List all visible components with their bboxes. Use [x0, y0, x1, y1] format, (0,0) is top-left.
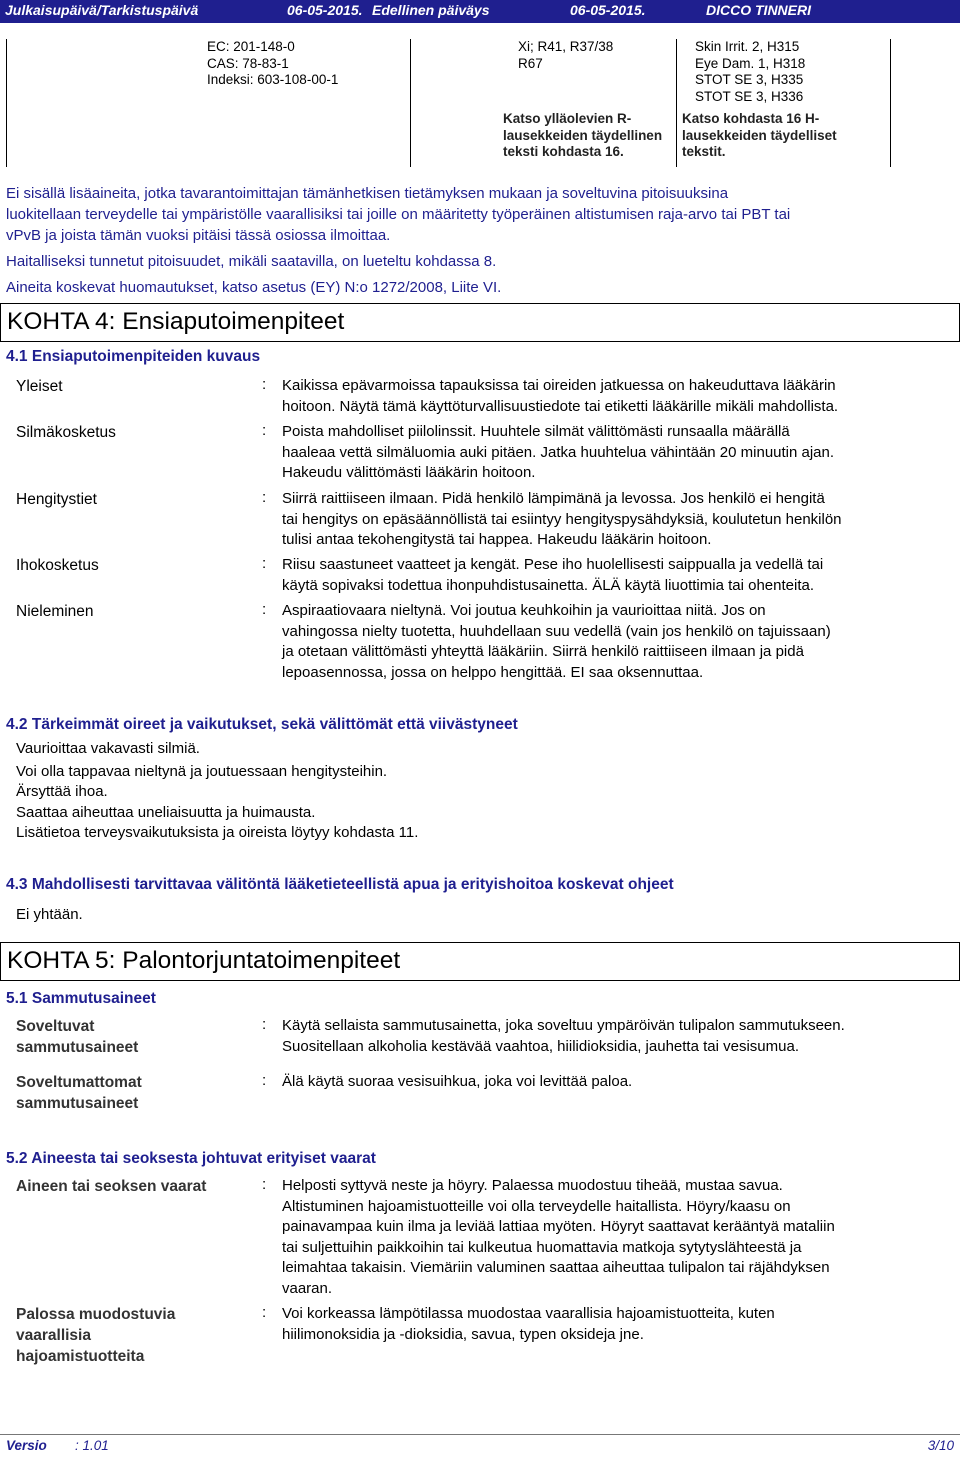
r-phrases-note: Katso ylläolevien R- lausekkeiden täydellinen teksti kohdasta 16.: [503, 111, 663, 159]
extinguishing-text: Älä käytä suoraa vesisuihkua, joka voi levittää paloa.: [282, 1073, 633, 1090]
first-aid-text: Riisu saastuneet vaatteet ja kengät. Pese iho huolellisesti saippualla ja vedellä tai käytä sopivaksi todettua ihonpuhdistusainetta. ÄLÄ käytä liuottimia tai ohenteita.: [282, 556, 824, 594]
version-label: Versio: [6, 1438, 47, 1453]
effect-item: Lisätietoa terveysvaikutuksista ja oireista löytyy kohdasta 11.: [16, 824, 419, 841]
previous-date-value: 06-05-2015.: [570, 2, 646, 18]
h-phrases-note: Katso kohdasta 16 H- lausekkeiden täydelliset tekstit.: [682, 111, 837, 159]
version-value: : 1.01: [75, 1438, 109, 1453]
h-phrases: Skin Irrit. 2, H315 Eye Dam. 1, H318 STOT SE 3, H335 STOT SE 3, H336: [695, 39, 806, 104]
subsection-4-1: 4.1 Ensiaputoimenpiteiden kuvaus: [6, 348, 261, 365]
first-aid-label: Yleiset: [16, 378, 63, 395]
intro-line: Ei sisällä lisäaineita, jotka tavarantoimittajan tämänhetkisen tietämyksen mukaan ja soveltuvina pitoisuuksina: [6, 185, 729, 202]
extinguishing-label: Soveltuvat sammutusaineet: [16, 1018, 139, 1056]
first-aid-text: Poista mahdolliset piilolinssit. Huuhtele silmät välittömästi runsaalla määrällä haaleaa vettä silmäluomia auki pitäen. Jatka huuhtelua vähintään 20 minuutin ajan. Hakeudu välittömästi lääkärin hoitoon.: [282, 423, 835, 481]
hazard-text: Helposti syttyvä neste ja höyry. Palaessa muodostuu tiheää, mustaa savua. Altistuminen hajoamistuotteille voi olla terveydelle haitallista. Höyry/kaasu on painavampaa kuin ilma ja leviää lattiaa myöten. Höyryt saattavat kerääntyä mataliin tai suljettuihin paikkoihin tai kulkeutua huomattavia matkoja sytytyslähteestä ja leimahtaa takaisin. Viemäriin valuminen saattaa aiheuttaa tulipalon tai räjähdyksen vaaran.: [282, 1177, 835, 1297]
ingredient-ids: EC: 201-148-0 CAS: 78-83-1 Indeksi: 603-108-00-1: [207, 39, 339, 87]
subsection-4-3-text: Ei yhtään.: [16, 906, 83, 923]
subsection-4-3: 4.3 Mahdollisesti tarvittavaa välitöntä lääketieteellistä apua ja erityishoitoa koskevat ohjeet: [6, 876, 674, 893]
page-footer: [0, 1434, 960, 1457]
page-number: 3/10: [927, 1438, 954, 1453]
issue-date-value: 06-05-2015.: [287, 2, 363, 18]
hazard-text: Voi korkeassa lämpötilassa muodostaa vaarallisia hajoamistuotteita, kuten hiilimonoksidia ja -dioksidia, savua, typen oksideja jne.: [282, 1305, 775, 1343]
effect-item: Voi olla tappavaa nieltynä ja joutuessaan hengitysteihin.: [16, 763, 388, 780]
hazard-label: Palossa muodostuvia vaarallisia hajoamistuotteita: [16, 1306, 176, 1365]
first-aid-text: Aspiraatiovaara nieltynä. Voi joutua keuhkoihin ja vaurioittaa niitä. Jos on vahingossa nielty tuotetta, huuhdellaan suu vedellä (vain jos henkilö on tajuissaan) ja otetaan välittömästi yhteyttä lääkäriin. Siirrä henkilö raittiiseen ilmaan ja pidä lepoasennossa, jossa on helppo hengittää. EI saa oksennuttaa.: [282, 602, 831, 681]
intro-line: vPvB ja joista tämän vuoksi pitäisi tässä osiossa ilmoittaa.: [6, 227, 391, 244]
effect-item: Ärsyttää ihoa.: [16, 783, 108, 800]
first-aid-label: Nieleminen: [16, 603, 94, 620]
intro-line: Haitalliseksi tunnetut pitoisuudet, mikäli saatavilla, on lueteltu kohdassa 8.: [6, 253, 497, 270]
ingredient-table: [6, 39, 960, 167]
section-4-heading: KOHTA 4: Ensiaputoimenpiteet: [0, 303, 960, 342]
issue-date-label: Julkaisupäivä/Tarkistuspäivä: [5, 2, 199, 18]
subsection-5-1: 5.1 Sammutusaineet: [6, 990, 156, 1007]
first-aid-text: Kaikissa epävarmoissa tapauksissa tai oireiden jatkuessa on hakeuduttava lääkärin hoitoon. Näytä tämä käyttöturvallisuustiedote tai etiketti lääkärille mikäli mahdollista.: [282, 377, 839, 415]
effect-item: Saattaa aiheuttaa uneliaisuutta ja huimausta.: [16, 804, 316, 821]
page-header: [0, 0, 960, 23]
hazard-label: Aineen tai seoksen vaarat: [16, 1178, 207, 1195]
effect-item: Vaurioittaa vakavasti silmiä.: [16, 740, 200, 757]
first-aid-text: Siirrä raittiiseen ilmaan. Pidä henkilö lämpimänä ja levossa. Jos henkilö ei hengitä tai hengitys on epäsäännöllistä tai esiintyy hengityspysähdyksiä, koulutetun henkilön tulisi antaa tekohengitystä tai happea. Hakeudu lääkärin hoitoon.: [282, 490, 842, 548]
intro-line: luokitellaan terveydelle tai ympäristölle vaarallisiksi tai joille on määritetty työperäinen altistumisen raja-arvo tai PBT tai: [6, 206, 791, 223]
product-name: DICCO TINNERI: [706, 2, 811, 18]
first-aid-label: Ihokosketus: [16, 557, 99, 574]
intro-line: Aineita koskevat huomautukset, katso asetus (EY) N:o 1272/2008, Liite VI.: [6, 279, 502, 296]
section-5-heading: KOHTA 5: Palontorjuntatoimenpiteet: [0, 942, 960, 981]
subsection-4-2: 4.2 Tärkeimmät oireet ja vaikutukset, sekä välittömät että viivästyneet: [6, 716, 518, 733]
subsection-5-2: 5.2 Aineesta tai seoksesta johtuvat erityiset vaarat: [6, 1150, 376, 1167]
first-aid-label: Hengitystiet: [16, 491, 97, 508]
previous-date-label: Edellinen päiväys: [372, 2, 490, 18]
extinguishing-label: Soveltumattomat sammutusaineet: [16, 1074, 142, 1112]
r-phrases: Xi; R41, R37/38 R67: [518, 39, 614, 71]
extinguishing-text: Käytä sellaista sammutusainetta, joka soveltuu ympäröivän tulipalon sammutukseen. Suositellaan alkoholia kestävää vaahtoa, hiilidioksidia, jauhetta tai vesisumua.: [282, 1017, 845, 1055]
first-aid-label: Silmäkosketus: [16, 424, 116, 441]
